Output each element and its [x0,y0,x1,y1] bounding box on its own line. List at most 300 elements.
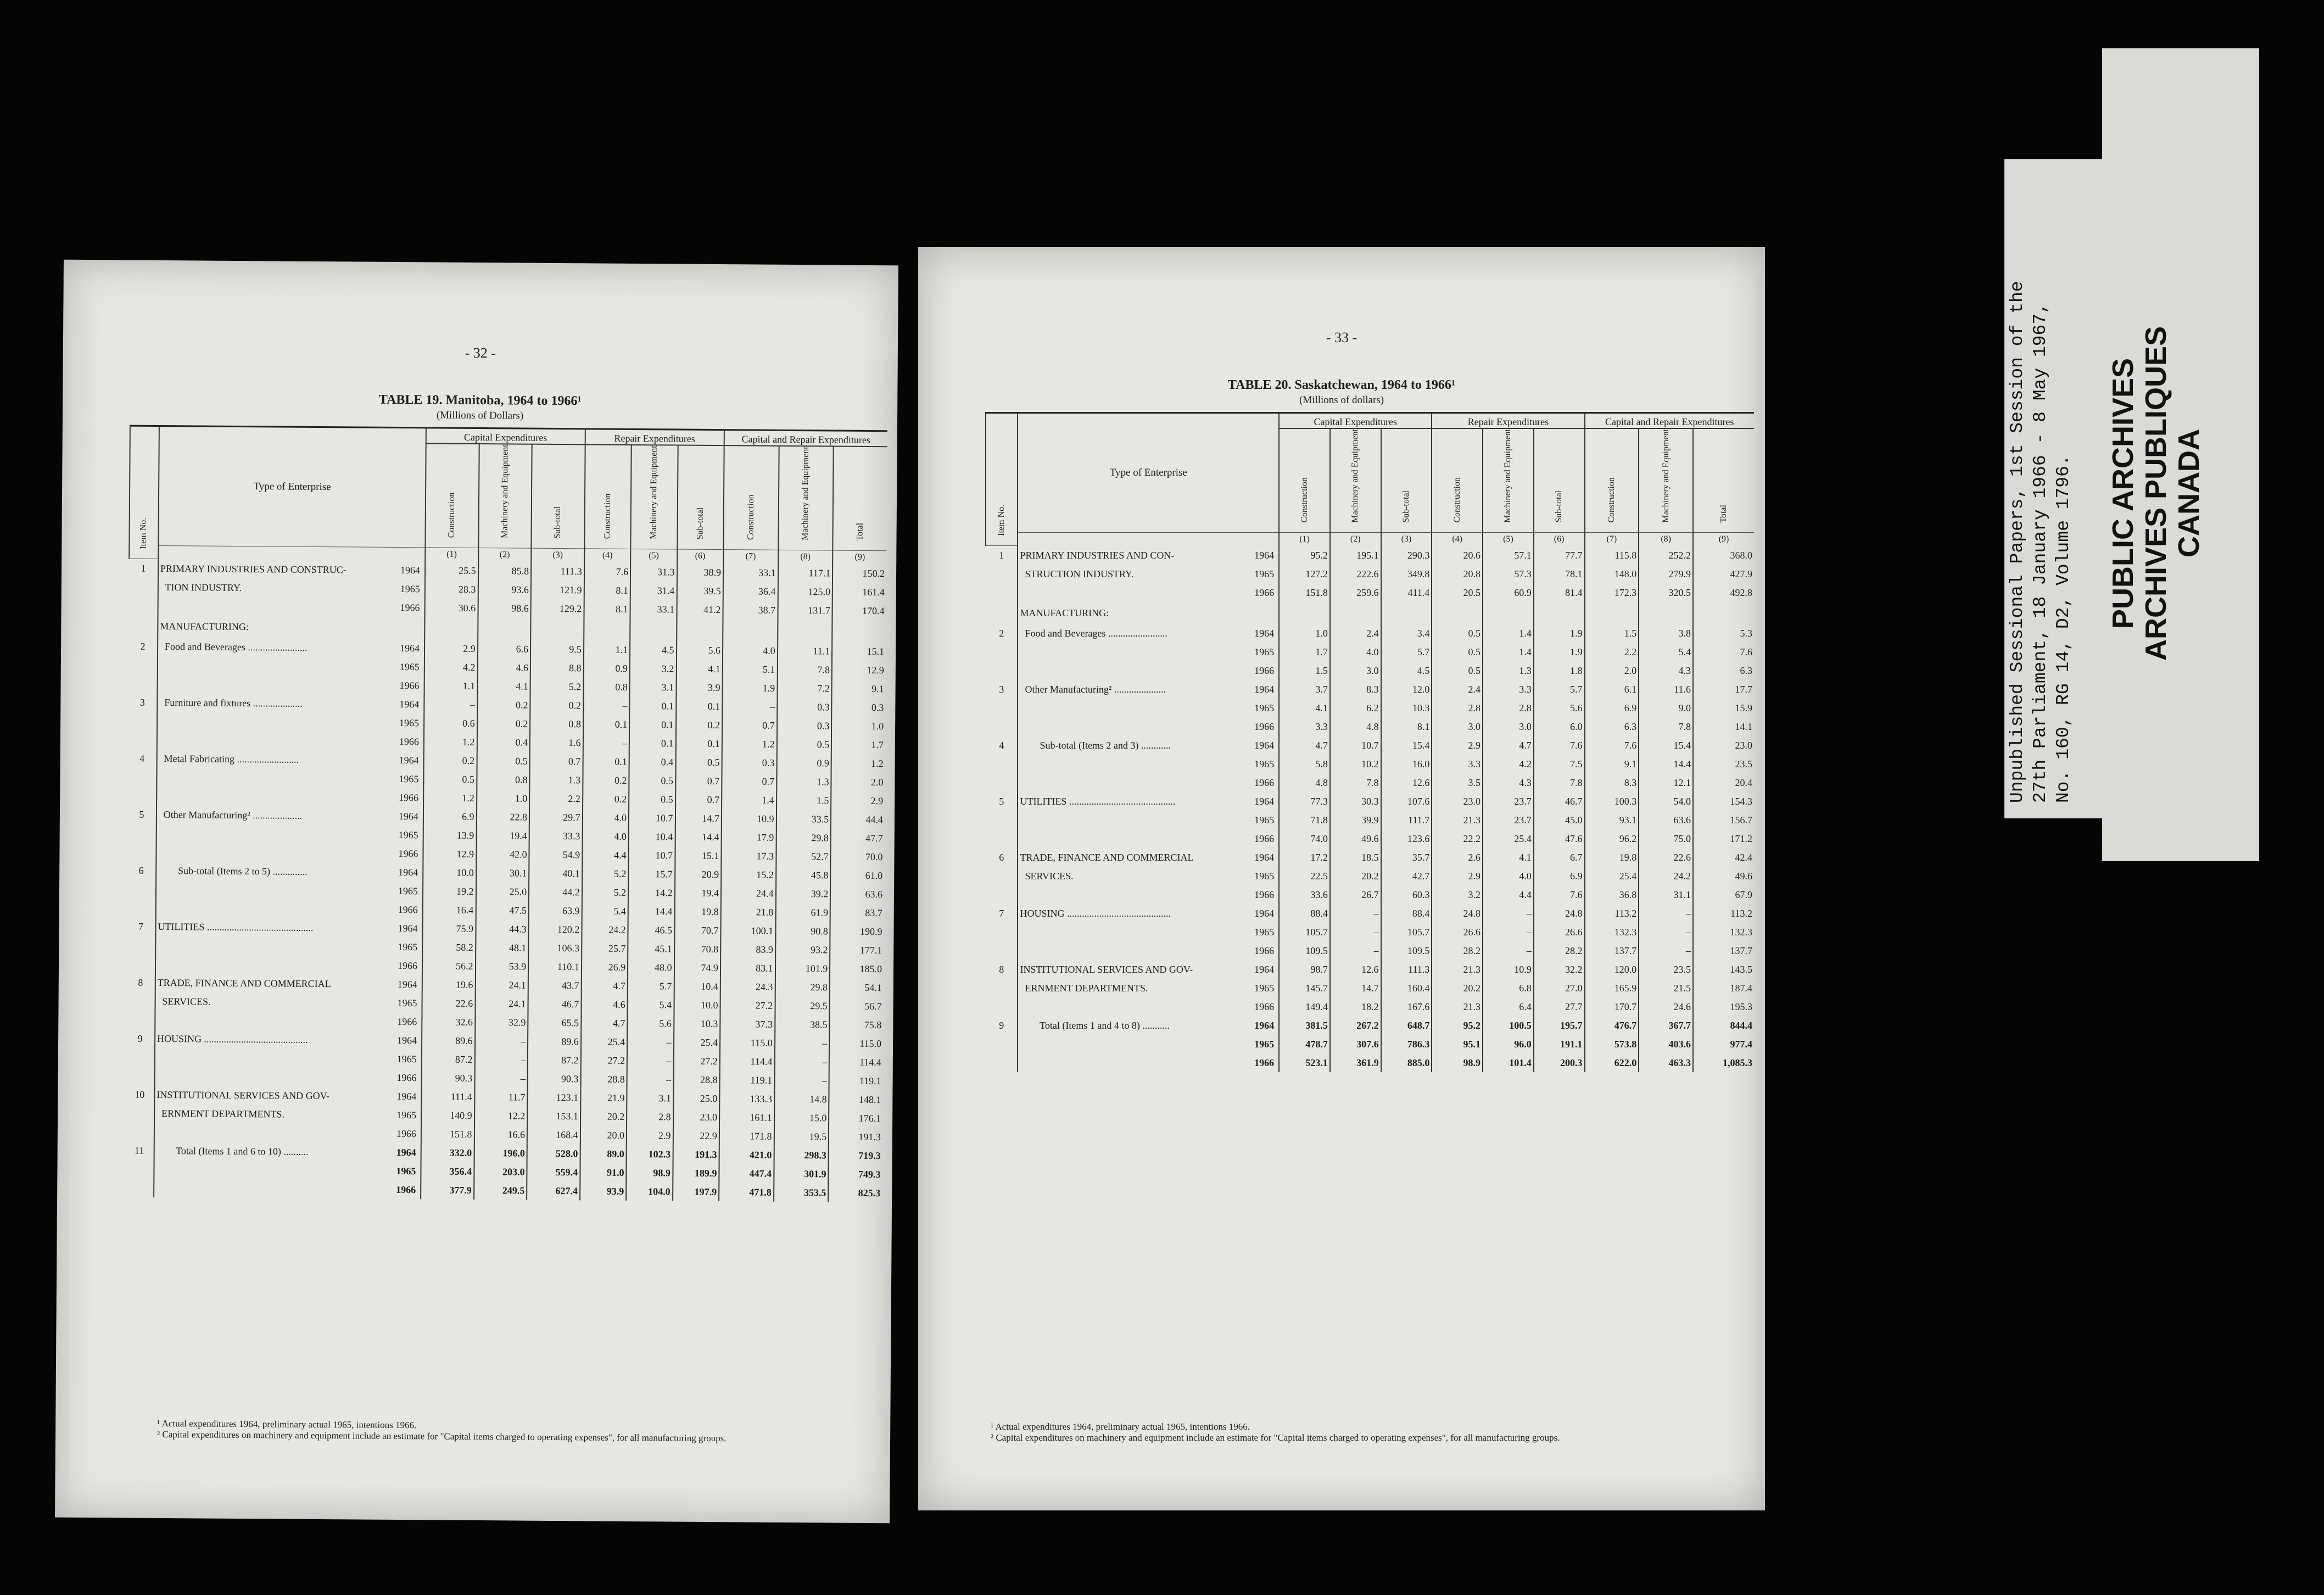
row-label: SERVICES. [1020,871,1074,882]
row-label: Food and Beverages ........................ [1020,628,1167,639]
value-cell: 0.8 [477,770,530,789]
value-cell: – [424,695,477,714]
value-cell: 0.9 [776,754,831,773]
value-cell: 23.0 [1693,736,1754,755]
value-cell: 18.2 [1330,997,1381,1016]
row-year: 1964 [1254,740,1275,751]
value-cell: 83.7 [830,904,884,923]
value-cell: 4.6 [477,658,530,677]
row-label [154,1179,377,1199]
value-cell: 28.8 [673,1070,720,1090]
value-cell: 10.0 [674,996,720,1015]
value-cell: 17.3 [721,846,776,866]
value-cell: 0.1 [675,734,722,754]
value-cell: 17.2 [1279,848,1330,867]
item-number: 8 [986,960,1018,979]
value-cell: 75.0 [1639,829,1693,848]
value-cell: 492.8 [1693,583,1754,602]
machinery-column-label: Machinery and Equipment [1350,429,1360,523]
type-of-enterprise-header: Type of Enterprise [158,426,426,547]
value-cell: 15.4 [1639,736,1693,755]
value-cell [478,617,531,640]
table-row [986,661,1754,680]
value-cell: 19.5 [774,1127,829,1146]
value-cell: 109.5 [1381,941,1432,960]
value-cell: 119.1 [829,1072,883,1091]
item-number: 6 [986,848,1018,867]
stamp-line: ARCHIVES PUBLIQUES [2139,326,2172,661]
value-cell: 7.6 [1534,736,1585,755]
row-label: Other Manufacturing² .................... [158,809,303,821]
value-cell: 10.2 [1330,755,1381,773]
value-cell: 20.8 [1432,565,1483,583]
value-cell: 3.5 [1432,773,1483,792]
value-cell: 40.1 [529,864,582,883]
row-year: 1966 [400,602,420,614]
row-year: 1964 [1254,908,1275,919]
value-cell [1639,602,1693,624]
value-cell: 1.0 [1279,624,1330,643]
value-cell: 15.7 [628,865,675,884]
value-cell: 5.2 [582,864,629,883]
value-cell: 0.8 [583,677,630,696]
value-cell: 56.7 [830,997,884,1016]
value-cell: 3.0 [1330,661,1381,680]
value-cell: 3.7 [1279,680,1330,699]
value-cell: 411.4 [1381,583,1432,602]
value-cell: 25.7 [582,939,628,958]
row-year: 1966 [397,1016,417,1028]
row-year: 1966 [1254,833,1275,845]
value-cell: 30.6 [424,598,478,617]
value-cell: 4.1 [477,677,530,696]
value-cell: 19.8 [1585,848,1639,867]
footnote-2: ² Capital expenditures on machinery and equipment include an estimate for "Capital items charged to operating expenses", for all manufacturing groups. [991,1432,1560,1443]
value-cell: – [1330,904,1381,923]
row-label [1018,1053,1244,1072]
item-number [986,941,1018,960]
value-cell: 1.8 [1534,661,1585,680]
value-cell: 5.4 [628,995,674,1014]
value-cell: 107.6 [1381,792,1432,811]
value-cell: 22.6 [422,994,475,1013]
value-cell: 4.0 [583,808,629,827]
row-year: 1965 [399,661,420,673]
value-cell: 45.1 [628,939,674,958]
value-cell: 127.2 [1279,565,1330,583]
value-cell: 42.0 [476,845,529,864]
value-cell: 120.2 [529,920,582,939]
value-cell: 12.6 [1381,773,1432,792]
value-cell: 10.0 [423,863,476,882]
value-cell: 120.0 [1585,960,1639,979]
row-year: 1964 [396,1147,416,1158]
value-cell: 65.5 [528,1013,581,1033]
row-label: Furniture and fixtures .................... [159,697,303,709]
value-cell: 160.4 [1381,979,1432,997]
value-cell: 5.4 [1639,643,1693,661]
item-number: 5 [127,805,157,824]
value-cell: 523.1 [1279,1053,1330,1072]
value-cell: 6.4 [1483,997,1534,1016]
value-cell: 38.5 [775,1015,830,1034]
value-cell: 4.8 [1330,717,1381,736]
value-cell: 52.7 [776,847,831,866]
item-number [126,1048,155,1067]
value-cell: 161.1 [719,1108,774,1127]
value-cell: 165.9 [1585,979,1639,997]
item-number [129,656,158,674]
value-cell: 8.1 [584,599,630,618]
row-year: 1964 [1254,1020,1275,1031]
value-cell: 3.1 [627,1089,673,1108]
value-cell: 267.2 [1330,1016,1381,1035]
item-number [986,755,1018,773]
row-label [157,787,380,807]
value-cell: 60.9 [1483,583,1534,602]
value-cell: 4.5 [630,640,677,660]
value-cell: 301.9 [774,1164,829,1184]
value-cell: 4.2 [424,657,478,677]
value-cell: 3.0 [1432,717,1483,736]
value-cell: 6.8 [1483,979,1534,997]
value-cell: 93.2 [775,940,830,960]
citation-line: 27th Parliament, 18 January 1966 - 8 May 1967, [2030,303,2051,803]
value-cell: 156.7 [1693,811,1754,829]
value-cell: 0.9 [583,659,630,678]
row-year: 1965 [396,1165,416,1177]
machinery-column-label: Machinery and Equipment [649,445,659,539]
value-cell: 25.4 [581,1032,628,1051]
row-label [158,656,381,676]
capital-group-header: Capital Expenditures [1279,413,1432,429]
value-cell: 53.9 [475,957,528,976]
value-cell: 7.8 [1330,773,1381,792]
value-cell: 54.9 [529,845,582,865]
value-cell: 1.7 [1279,643,1330,661]
value-cell: 171.2 [1693,829,1754,848]
value-cell: 0.2 [583,771,629,790]
value-cell: 123.6 [1381,829,1432,848]
row-label [156,899,379,919]
value-cell: 2.0 [831,773,885,792]
value-cell: 32.9 [475,1013,528,1032]
row-label [1018,661,1244,680]
subtotal-column-header [1381,428,1432,532]
row-label [154,1123,378,1143]
row-year: 1964 [1254,628,1275,639]
value-cell: 559.4 [527,1163,580,1182]
value-cell: 22.2 [1432,829,1483,848]
value-cell: 0.1 [583,752,629,771]
value-cell: 4.3 [1639,661,1693,680]
value-cell: 20.5 [1432,583,1483,602]
item-number: 4 [128,749,157,768]
value-cell: 15.4 [1381,736,1432,755]
row-year: 1965 [1254,759,1275,770]
table-row [986,546,1754,565]
column-number: (6) [677,549,724,563]
item-number: 8 [126,973,155,992]
row-label [1018,997,1244,1016]
value-cell: 1.1 [424,676,477,695]
value-cell: 105.7 [1279,923,1330,941]
value-cell: 26.6 [1432,923,1483,941]
stamp-line: PUBLIC ARCHIVES [2107,358,2139,629]
value-cell: 0.7 [675,790,722,810]
item-number [986,583,1018,602]
value-cell: 249.5 [474,1181,527,1200]
table-row [986,699,1754,717]
value-cell: 222.6 [1330,565,1381,583]
footnote-2: ² Capital expenditures on machinery and equipment include an estimate for "Capital items charged to operating expenses", for all manufacturing groups. [157,1429,727,1444]
value-cell: 3.0 [1483,717,1534,736]
capital-repair-group-header: Capital and Repair Expenditures [1585,413,1755,429]
value-cell: 5.6 [676,641,723,660]
value-cell: 4.7 [1483,736,1534,755]
value-cell: 9.5 [530,640,584,659]
row-label [154,1067,378,1087]
value-cell [1279,602,1330,624]
row-label: MANUFACTURING: [1020,607,1109,619]
value-cell: 5.7 [1381,643,1432,661]
value-cell: 0.7 [675,772,722,791]
value-cell: 21.3 [1432,960,1483,979]
item-number [986,643,1018,661]
value-cell: 7.6 [584,562,631,581]
row-year: 1964 [398,811,418,822]
value-cell: 26.9 [582,957,628,977]
value-cell: 19.4 [476,826,529,845]
value-cell: 349.8 [1381,565,1432,583]
value-cell: 67.9 [1693,885,1754,904]
value-cell: 60.3 [1381,885,1432,904]
value-cell: 3.8 [1639,624,1693,643]
value-cell: 83.9 [720,940,775,959]
row-year: 1966 [396,1128,416,1140]
item-number [986,602,1018,624]
value-cell: – [1639,923,1693,941]
value-cell: 77.7 [1534,546,1585,565]
value-cell: 46.7 [1534,792,1585,811]
value-cell: – [583,733,630,752]
row-label [1018,1035,1244,1053]
value-cell: 96.0 [1483,1035,1534,1053]
value-cell: 19.8 [674,902,721,922]
machinery-column-label: Machinery and Equipment [1661,429,1671,523]
value-cell: 7.8 [1639,717,1693,736]
value-cell: 28.2 [1534,941,1585,960]
value-cell: 70.0 [831,847,885,867]
value-cell: 22.8 [476,807,529,827]
value-cell: 573.8 [1585,1035,1639,1053]
construction-column-label: Construction [746,494,756,540]
value-cell: 4.2 [1483,755,1534,773]
row-label: UTILITIES ........................................... [1020,796,1176,807]
value-cell: 90.3 [528,1069,581,1089]
value-cell: 61.9 [775,903,830,922]
value-cell: 47.5 [476,901,529,920]
value-cell: – [583,696,630,715]
value-cell: 8.3 [1330,680,1381,699]
table-row [986,602,1754,624]
item-number [986,829,1018,848]
row-label [1018,941,1244,960]
row-year: 1964 [399,699,420,710]
value-cell: 176.1 [829,1109,882,1128]
page-number: - 33 - [1326,330,1357,345]
item-number [986,699,1018,717]
value-cell: 121.9 [531,581,584,600]
item-number [986,979,1018,997]
footnotes [991,1421,1748,1443]
row-label [156,880,379,900]
value-cell [1483,602,1534,624]
row-label: Total (Items 1 and 6 to 10) .......... [156,1145,309,1157]
value-cell: 42.7 [1381,867,1432,885]
row-year: 1965 [398,829,418,841]
construction-column-label: Construction [602,493,612,539]
value-cell: 89.0 [580,1144,627,1163]
item-number [986,1035,1018,1053]
row-label: INSTITUTIONAL SERVICES AND GOV- [1020,964,1193,975]
construction-column-label: Construction [1606,477,1616,523]
value-cell: 421.0 [719,1145,774,1164]
value-cell: 30.3 [1330,792,1381,811]
item-number [986,867,1018,885]
value-cell: 137.7 [1585,941,1639,960]
value-cell: 9.1 [1585,755,1639,773]
table-subtitle: (Millions of dollars) [1299,394,1384,406]
value-cell: 30.1 [476,863,529,883]
value-cell: 13.9 [423,826,477,845]
row-year: 1966 [1254,777,1275,789]
value-cell: 6.7 [1534,848,1585,867]
citation-line: No. 160, RG 14, D2, Volume 1796. [2053,455,2074,803]
value-cell: 140.9 [421,1106,474,1125]
value-cell: 35.7 [1381,848,1432,867]
row-year: 1966 [1254,1001,1275,1013]
value-cell: 15.1 [832,642,886,661]
value-cell: 6.3 [1693,661,1754,680]
value-cell: – [627,1070,674,1089]
value-cell: 2.9 [1432,736,1483,755]
value-cell: 0.7 [530,752,583,771]
footnote-1: ¹ Actual expenditures 1964, preliminary actual 1965, intentions 1966. [157,1418,417,1431]
data-table [124,425,887,1203]
row-label: TRADE, FINANCE AND COMMERCIAL [157,977,331,990]
value-cell: 29.8 [776,828,831,847]
item-number: 9 [126,1029,155,1048]
page-32 [55,260,898,1524]
value-cell: 0.3 [777,698,832,717]
value-cell: 63.6 [830,885,884,904]
row-label: Metal Fabricating ......................... [159,753,299,765]
value-cell: 71.8 [1279,811,1330,829]
value-cell: 21.3 [1432,811,1483,829]
row-label [1018,829,1244,848]
value-cell: 1.3 [776,772,831,791]
value-cell: 377.9 [421,1180,474,1200]
value-cell: 0.3 [722,753,776,772]
value-cell: 0.5 [1432,661,1483,680]
value-cell: 471.8 [719,1183,774,1202]
row-year: 1966 [399,792,419,804]
item-number: 3 [986,680,1018,699]
value-cell: 5.8 [1279,755,1330,773]
machinery-column-label: Machinery and Equipment [1503,429,1513,523]
machinery-column-label: Machinery and Equipment [800,447,811,540]
value-cell: 24.2 [1639,867,1693,885]
value-cell: 11.6 [1639,680,1693,699]
value-cell: 25.4 [673,1033,720,1052]
row-label [1018,583,1244,602]
value-cell: 57.1 [1483,546,1534,565]
column-number: (5) [630,549,677,562]
value-cell: 427.9 [1693,565,1754,583]
value-cell: 191.1 [1534,1035,1585,1053]
row-year: 1965 [398,885,418,897]
value-cell: 10.4 [674,977,720,996]
item-number [986,565,1018,583]
total-column-header [1693,428,1754,532]
value-cell: 7.6 [1585,736,1639,755]
value-cell: 3.2 [1432,885,1483,904]
value-cell: 478.7 [1279,1035,1330,1053]
row-year: 1966 [397,960,418,972]
value-cell: 115.0 [829,1034,883,1053]
value-cell: 151.8 [421,1124,474,1144]
row-year: 1964 [1254,796,1275,807]
value-cell: 27.7 [1534,997,1585,1016]
value-cell: 0.2 [477,714,530,733]
footnote-1: ¹ Actual expenditures 1964, preliminary actual 1965, intentions 1966. [991,1421,1250,1432]
value-cell: 101.9 [775,959,830,978]
value-cell: 10.4 [629,827,675,846]
value-cell: 57.3 [1483,565,1534,583]
machinery-column-label: Machinery and Equipment [500,444,510,539]
value-cell: 2.9 [1432,867,1483,885]
value-cell: 75.8 [829,1016,883,1035]
item-number: 7 [986,904,1018,923]
item-no-header [986,413,1018,546]
construction-column-header [425,443,479,548]
value-cell: 28.8 [580,1069,627,1089]
value-cell: 3.9 [676,678,723,698]
value-cell: 123.1 [527,1088,580,1107]
value-cell: 447.4 [719,1164,774,1183]
value-cell: 12.0 [1381,680,1432,699]
value-cell: 24.8 [1534,904,1585,923]
row-label: HOUSING .......................................... [157,1033,308,1045]
row-label: SERVICES. [157,996,211,1007]
construction-column-label: Construction [1452,477,1462,523]
table-row [986,1053,1754,1072]
value-cell: 61.0 [830,866,884,885]
value-cell: 5.4 [582,901,628,921]
value-cell: 0.1 [583,715,630,734]
value-cell [1381,602,1432,624]
value-cell: 109.5 [1279,941,1330,960]
value-cell: 4.5 [1381,661,1432,680]
row-year: 1965 [1254,702,1275,714]
value-cell: – [1330,941,1381,960]
value-cell: 3.1 [630,678,677,697]
total-column-label: Total [1719,504,1729,523]
value-cell: 78.1 [1534,565,1585,583]
value-cell: 32.6 [422,1012,475,1031]
value-cell: 48.1 [476,938,529,957]
